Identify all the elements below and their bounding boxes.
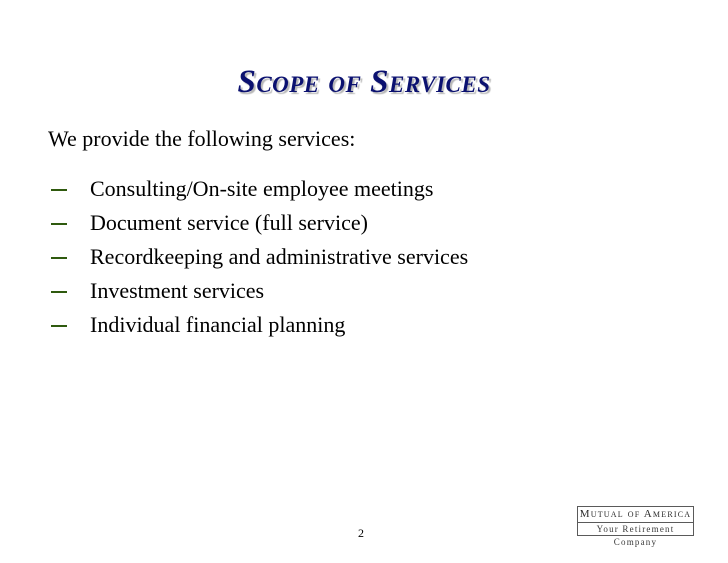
list-item — [48, 172, 468, 206]
page-number: 2 — [358, 526, 364, 540]
dash-icon — [51, 223, 67, 225]
list-item — [48, 206, 468, 240]
list-item — [48, 308, 468, 342]
logo-name: Mutual of America — [578, 507, 693, 523]
company-logo — [577, 506, 694, 547]
service-label: Investment services — [90, 278, 265, 303]
list-item — [48, 274, 468, 308]
service-label: Consulting/On-site employee meetings — [90, 176, 434, 201]
dash-icon — [51, 257, 67, 259]
list-item — [48, 240, 468, 274]
service-label: Recordkeeping and administrative services — [90, 244, 469, 269]
service-label: Individual financial planning — [90, 312, 346, 337]
slide-title: Scope of Services — [237, 64, 491, 100]
dash-icon — [51, 291, 67, 293]
intro-text: We provide the following services: — [48, 126, 356, 151]
dash-icon — [51, 189, 67, 191]
service-label: Document service (full service) — [90, 210, 368, 235]
logo-tagline: Your Retirement Company — [596, 524, 675, 547]
dash-icon — [51, 325, 67, 327]
services-list — [48, 172, 468, 342]
